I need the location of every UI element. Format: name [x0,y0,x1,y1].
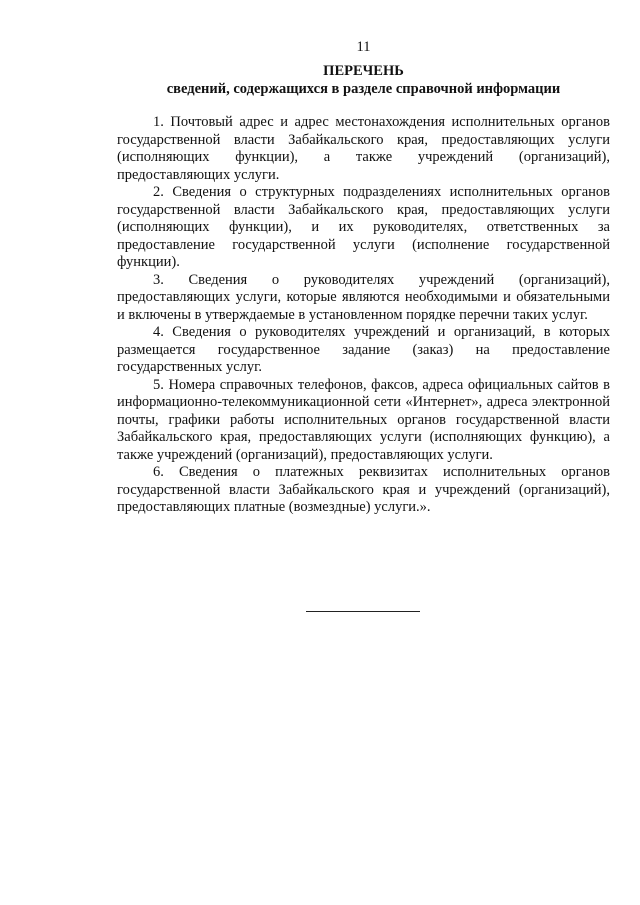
list-item: 3. Сведения о руководителях учреждений (организаций), предоставляющих услуги, которые являются необходимыми и обязательными и включены в утверждаемые в установленном порядке перечни таких услуг. [117,271,610,323]
list-item: 2. Сведения о структурных подразделениях исполнительных органов государственной власти Забайкальского края, предоставляющих услуги (исполняющих функции), и их руководителях, ответственных за предоставление государственной услуги (исполнение государственной функции). [117,184,610,270]
list-item: 4. Сведения о руководителях учреждений и организаций, в которых размещается государственное задание (заказ) на предоставление государственных услуг. [117,324,610,375]
list-item: 5. Номера справочных телефонов, факсов, адреса официальных сайтов в информационно-телекоммуникационной сети «Интернет», адреса электронной почты, графики работы исполнительных органов государственной власти Забайкальского края, предоставляющих услуги (исполняющих функцию), а также учреждений (организаций), предоставляющих услуги. [117,376,610,463]
items-list [117,114,610,517]
document-title: ПЕРЕЧЕНЬ [323,63,404,79]
list-item: 6. Сведения о платежных реквизитах исполнительных органов государственной власти Забайкальского края и учреждений (организаций), предоставляющих платные (возмездные) услуги.». [117,464,610,515]
list-item: 1. Почтовый адрес и адрес местонахождения исполнительных органов государственной власти Забайкальского края, предоставляющих услуги (исполняющих функции), а также учреждений (организаций), предоставляющих услуги. [117,114,610,183]
end-separator-line [306,611,420,612]
page-number: 11 [356,39,371,55]
document-subtitle: сведений, содержащихся в разделе справочной информации [166,81,561,97]
